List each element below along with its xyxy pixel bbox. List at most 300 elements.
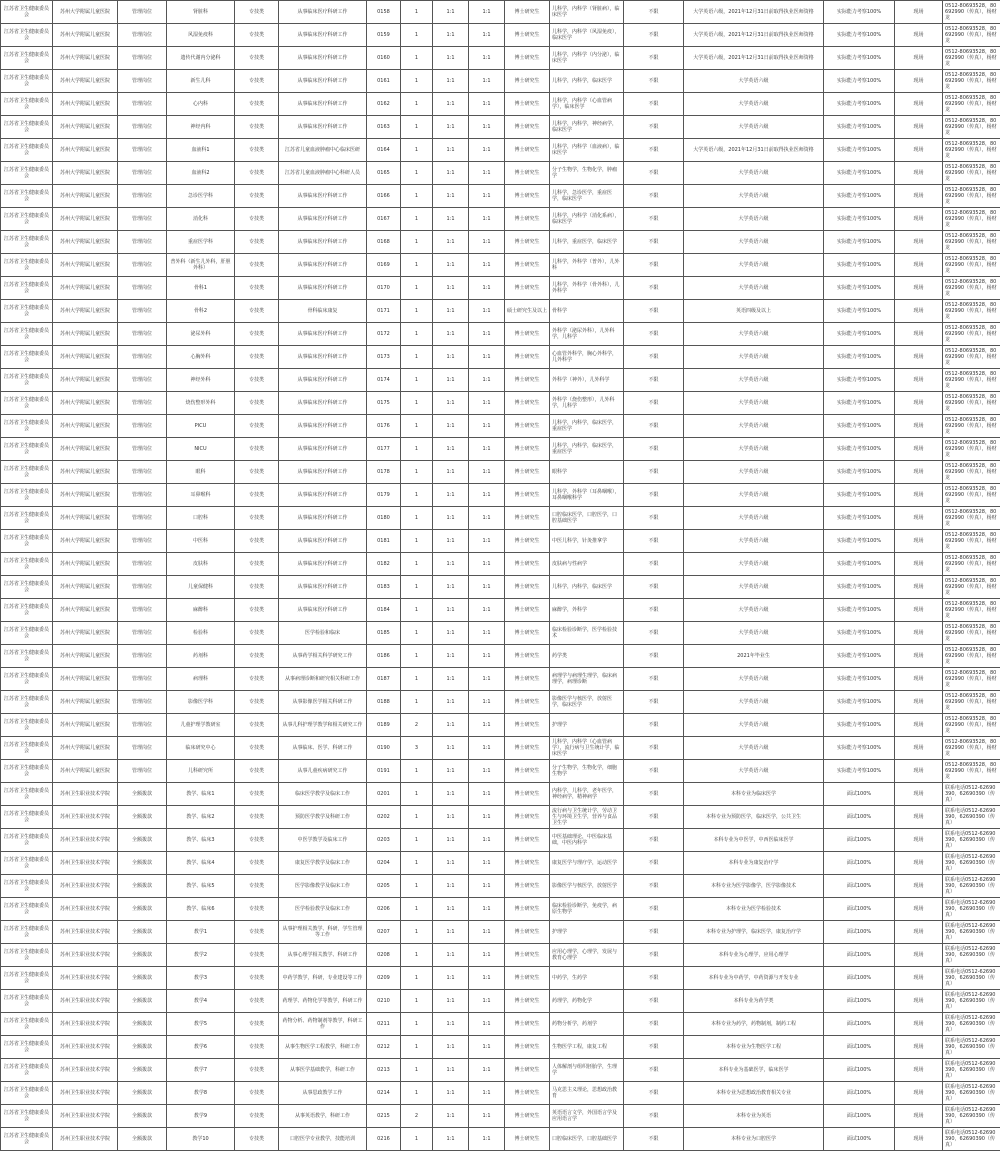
- cell-headcount: 1: [401, 576, 433, 599]
- cell-position-duties: 从事心理学相关教学、科研工作: [279, 944, 367, 967]
- cell-registration-mode: 现场: [895, 185, 943, 208]
- cell-education: 博士研究生: [505, 944, 550, 967]
- cell-position-category: 专技类: [235, 438, 279, 461]
- cell-employer: 苏州卫生职业技术学院: [53, 783, 118, 806]
- cell-notes: 本科专业为基础医学，临床医学: [684, 1059, 824, 1082]
- cell-position-duties: 从事儿科护理学教学和相关研究工作: [279, 714, 367, 737]
- cell-position-name: 消化科: [167, 208, 235, 231]
- cell-department: 江苏省卫生健康委员会: [1, 875, 53, 898]
- cell-other-requirement: 不限: [624, 668, 684, 691]
- table-row: [1, 737, 1000, 760]
- cell-other-requirement: 不限: [624, 691, 684, 714]
- cell-headcount: 1: [401, 1036, 433, 1059]
- cell-exam-ratio: 1:1: [433, 691, 469, 714]
- cell-exam-method: 实际能力考察100%: [824, 438, 895, 461]
- cell-funding-type: 全额拨款: [118, 921, 167, 944]
- cell-position-category: 专技类: [235, 484, 279, 507]
- cell-exam-method: 实际能力考察100%: [824, 392, 895, 415]
- cell-contact: 0512-80693528，80692990（传真），杨财龙: [943, 691, 1000, 714]
- cell-major: 马克思主义理论，思想政治教育: [550, 1082, 624, 1105]
- table-body: [1, 1, 1000, 1151]
- cell-interview-ratio: 1:1: [469, 415, 505, 438]
- cell-registration-mode: 现场: [895, 967, 943, 990]
- cell-registration-mode: 现场: [895, 300, 943, 323]
- cell-exam-ratio: 1:1: [433, 162, 469, 185]
- cell-education: 博士研究生: [505, 1, 550, 24]
- cell-exam-method: 实际能力考察100%: [824, 277, 895, 300]
- cell-other-requirement: 不限: [624, 47, 684, 70]
- cell-position-category: 专技类: [235, 116, 279, 139]
- cell-education: 博士研究生: [505, 645, 550, 668]
- cell-position-duties: 医学影像教学及临床工作: [279, 875, 367, 898]
- cell-other-requirement: 不限: [624, 1036, 684, 1059]
- cell-notes: 本科专业为预防医学，临床医学，公共卫生: [684, 806, 824, 829]
- cell-headcount: 2: [401, 714, 433, 737]
- cell-exam-ratio: 1:1: [433, 438, 469, 461]
- table-row: [1, 691, 1000, 714]
- cell-employer: 苏州大学附属儿童医院: [53, 277, 118, 300]
- cell-employer: 苏州大学附属儿童医院: [53, 346, 118, 369]
- cell-employer: 苏州大学附属儿童医院: [53, 645, 118, 668]
- cell-interview-ratio: 1:1: [469, 254, 505, 277]
- cell-department: 江苏省卫生健康委员会: [1, 392, 53, 415]
- cell-other-requirement: 不限: [624, 806, 684, 829]
- cell-major: 儿科学，内科学（心血管病学），流行病与卫生统计学，临床医学: [550, 737, 624, 760]
- cell-major: 中医基础理论，中医临床基础，中医内科学: [550, 829, 624, 852]
- cell-education: 博士研究生: [505, 806, 550, 829]
- cell-headcount: 1: [401, 1082, 433, 1105]
- cell-notes: 本科专业为护理学，临床医学，康复治疗学: [684, 921, 824, 944]
- cell-notes: 本科专业为中医学，中西医临床医学: [684, 829, 824, 852]
- cell-funding-type: 全额拨款: [118, 1059, 167, 1082]
- cell-major: 儿科学，内科学，临床医学，重症医学: [550, 415, 624, 438]
- cell-employer: 苏州大学附属儿童医院: [53, 1, 118, 24]
- cell-headcount: 1: [401, 484, 433, 507]
- cell-position-code: 0209: [367, 967, 401, 990]
- cell-other-requirement: 不限: [624, 162, 684, 185]
- cell-education: 博士研究生: [505, 829, 550, 852]
- cell-headcount: 1: [401, 921, 433, 944]
- cell-position-code: 0184: [367, 599, 401, 622]
- cell-position-name: 教学、临床6: [167, 898, 235, 921]
- cell-employer: 苏州大学附属儿童医院: [53, 553, 118, 576]
- cell-position-code: 0202: [367, 806, 401, 829]
- cell-funding-type: 管理岗位: [118, 254, 167, 277]
- cell-registration-mode: 现场: [895, 944, 943, 967]
- cell-major: 影像医学与核医学，放射医学，临床医学: [550, 691, 624, 714]
- cell-other-requirement: 不限: [624, 875, 684, 898]
- cell-employer: 苏州大学附属儿童医院: [53, 116, 118, 139]
- cell-education: 博士研究生: [505, 231, 550, 254]
- cell-position-name: 病理科: [167, 668, 235, 691]
- cell-funding-type: 管理岗位: [118, 300, 167, 323]
- cell-exam-method: 面试100%: [824, 990, 895, 1013]
- cell-exam-method: 面试100%: [824, 1128, 895, 1151]
- cell-major: 人体解剖与组织胚胎学，生理学: [550, 1059, 624, 1082]
- cell-employer: 苏州卫生职业技术学院: [53, 944, 118, 967]
- cell-exam-method: 实际能力考察100%: [824, 185, 895, 208]
- cell-contact: 联系电话0512-62690390，62690390（传真）: [943, 783, 1000, 806]
- cell-position-name: NICU: [167, 438, 235, 461]
- cell-position-name: 肾脏科: [167, 1, 235, 24]
- cell-major: 影像医学与核医学，放射医学: [550, 875, 624, 898]
- cell-headcount: 1: [401, 323, 433, 346]
- cell-position-duties: 从事临床医疗科研工作: [279, 231, 367, 254]
- cell-position-duties: 中医学教学及临床工作: [279, 829, 367, 852]
- cell-registration-mode: 现场: [895, 852, 943, 875]
- table-row: [1, 346, 1000, 369]
- cell-employer: 苏州大学附属儿童医院: [53, 254, 118, 277]
- table-row: [1, 875, 1000, 898]
- cell-position-name: 教学、临床1: [167, 783, 235, 806]
- table-row: [1, 1, 1000, 24]
- cell-funding-type: 管理岗位: [118, 369, 167, 392]
- cell-education: 博士研究生: [505, 438, 550, 461]
- cell-major: 中药学，生药学: [550, 967, 624, 990]
- cell-position-duties: 从事临床医疗科研工作: [279, 461, 367, 484]
- cell-position-category: 专技类: [235, 300, 279, 323]
- cell-position-name: 血液科1: [167, 139, 235, 162]
- cell-notes: 大学英语六级，2021年12月31日前取得执业医师资格: [684, 24, 824, 47]
- cell-department: 江苏省卫生健康委员会: [1, 1059, 53, 1082]
- cell-notes: 大学英语六级: [684, 93, 824, 116]
- table-row: [1, 1036, 1000, 1059]
- cell-other-requirement: 不限: [624, 93, 684, 116]
- cell-education: 博士研究生: [505, 254, 550, 277]
- cell-department: 江苏省卫生健康委员会: [1, 783, 53, 806]
- cell-registration-mode: 现场: [895, 507, 943, 530]
- cell-employer: 苏州卫生职业技术学院: [53, 1082, 118, 1105]
- cell-employer: 苏州大学附属儿童医院: [53, 323, 118, 346]
- cell-major: 儿科学，内科学（肾脏病），临床医学: [550, 1, 624, 24]
- cell-interview-ratio: 1:1: [469, 990, 505, 1013]
- cell-contact: 0512-80693528，80692990（传真），杨财龙: [943, 231, 1000, 254]
- cell-exam-method: 实际能力考察100%: [824, 300, 895, 323]
- cell-contact: 0512-80693528，80692990（传真），杨财龙: [943, 415, 1000, 438]
- cell-position-category: 专技类: [235, 139, 279, 162]
- cell-contact: 0512-80693528，80692990（传真），杨财龙: [943, 553, 1000, 576]
- cell-department: 江苏省卫生健康委员会: [1, 231, 53, 254]
- cell-other-requirement: 不限: [624, 944, 684, 967]
- cell-notes: 本科专业为思想政治教育相关专业: [684, 1082, 824, 1105]
- cell-employer: 苏州大学附属儿童医院: [53, 162, 118, 185]
- cell-employer: 苏州大学附属儿童医院: [53, 93, 118, 116]
- cell-headcount: 1: [401, 254, 433, 277]
- cell-registration-mode: 现场: [895, 1036, 943, 1059]
- cell-position-category: 专技类: [235, 231, 279, 254]
- cell-contact: 0512-80693528，80692990（传真），杨财龙: [943, 507, 1000, 530]
- cell-education: 博士研究生: [505, 1105, 550, 1128]
- cell-position-duties: 从事生物医学工程教学，科研工作: [279, 1036, 367, 1059]
- cell-registration-mode: 现场: [895, 645, 943, 668]
- cell-other-requirement: 不限: [624, 1013, 684, 1036]
- cell-department: 江苏省卫生健康委员会: [1, 277, 53, 300]
- cell-headcount: 1: [401, 415, 433, 438]
- cell-position-category: 专技类: [235, 70, 279, 93]
- cell-other-requirement: 不限: [624, 783, 684, 806]
- cell-exam-method: 面试100%: [824, 1013, 895, 1036]
- cell-department: 江苏省卫生健康委员会: [1, 691, 53, 714]
- cell-headcount: 1: [401, 346, 433, 369]
- cell-position-category: 专技类: [235, 714, 279, 737]
- cell-notes: 大学英语六级: [684, 760, 824, 783]
- cell-registration-mode: 现场: [895, 1013, 943, 1036]
- cell-funding-type: 管理岗位: [118, 737, 167, 760]
- cell-other-requirement: 不限: [624, 829, 684, 852]
- cell-major: 病理学与病理生理学，临床病理学，病理诊断: [550, 668, 624, 691]
- cell-major: 分子生物学，生物化学，细胞生物学: [550, 760, 624, 783]
- cell-contact: 0512-80693528，80692990（传真），杨财龙: [943, 116, 1000, 139]
- cell-department: 江苏省卫生健康委员会: [1, 1036, 53, 1059]
- cell-contact: 0512-80693528，80692990（传真），杨财龙: [943, 208, 1000, 231]
- cell-position-category: 专技类: [235, 944, 279, 967]
- cell-exam-ratio: 1:1: [433, 944, 469, 967]
- cell-position-name: 检验科: [167, 622, 235, 645]
- cell-position-code: 0201: [367, 783, 401, 806]
- cell-funding-type: 管理岗位: [118, 530, 167, 553]
- cell-education: 博士研究生: [505, 415, 550, 438]
- cell-major: 中医儿科学，针灸推拿学: [550, 530, 624, 553]
- cell-exam-ratio: 1:1: [433, 346, 469, 369]
- cell-registration-mode: 现场: [895, 1, 943, 24]
- cell-position-code: 0182: [367, 553, 401, 576]
- cell-position-category: 专技类: [235, 691, 279, 714]
- cell-position-duties: 从事影像医学相关科研工作: [279, 691, 367, 714]
- cell-headcount: 1: [401, 898, 433, 921]
- cell-notes: 大学英语六级: [684, 438, 824, 461]
- cell-position-name: 耳鼻喉科: [167, 484, 235, 507]
- cell-headcount: 1: [401, 231, 433, 254]
- cell-major: 外科学（泌尿外科），儿外科学，儿科学: [550, 323, 624, 346]
- cell-exam-method: 面试100%: [824, 1105, 895, 1128]
- cell-exam-ratio: 1:1: [433, 323, 469, 346]
- cell-notes: 本科专业为中药学，中药资源与开发专业: [684, 967, 824, 990]
- cell-position-category: 专技类: [235, 645, 279, 668]
- cell-position-code: 0166: [367, 185, 401, 208]
- cell-position-name: 中医科: [167, 530, 235, 553]
- cell-exam-ratio: 1:1: [433, 1128, 469, 1151]
- cell-exam-method: 实际能力考察100%: [824, 162, 895, 185]
- cell-position-duties: 从事临床医疗科研工作: [279, 438, 367, 461]
- cell-exam-ratio: 1:1: [433, 599, 469, 622]
- cell-interview-ratio: 1:1: [469, 599, 505, 622]
- cell-contact: 0512-80693528，80692990（传真），杨财龙: [943, 323, 1000, 346]
- cell-position-category: 专技类: [235, 783, 279, 806]
- cell-employer: 苏州卫生职业技术学院: [53, 1036, 118, 1059]
- table-row: [1, 507, 1000, 530]
- cell-headcount: 1: [401, 783, 433, 806]
- cell-position-code: 0216: [367, 1128, 401, 1151]
- cell-exam-method: 实际能力考察100%: [824, 507, 895, 530]
- cell-other-requirement: 不限: [624, 231, 684, 254]
- cell-position-code: 0191: [367, 760, 401, 783]
- cell-registration-mode: 现场: [895, 438, 943, 461]
- cell-position-duties: 从事临床医疗科研工作: [279, 415, 367, 438]
- table-row: [1, 300, 1000, 323]
- cell-contact: 0512-80693528，80692990（传真），杨财龙: [943, 599, 1000, 622]
- cell-education: 博士研究生: [505, 1036, 550, 1059]
- cell-other-requirement: 不限: [624, 714, 684, 737]
- cell-department: 江苏省卫生健康委员会: [1, 70, 53, 93]
- cell-contact: 联系电话0512-62690390，62690390（传真）: [943, 1059, 1000, 1082]
- cell-exam-method: 实际能力考察100%: [824, 208, 895, 231]
- cell-exam-method: 实际能力考察100%: [824, 1, 895, 24]
- cell-other-requirement: 不限: [624, 1105, 684, 1128]
- cell-headcount: 1: [401, 116, 433, 139]
- cell-major: 内科学，儿科学，老年医学，神经病学，精神病学: [550, 783, 624, 806]
- cell-education: 博士研究生: [505, 760, 550, 783]
- cell-exam-method: 实际能力考察100%: [824, 691, 895, 714]
- cell-position-code: 0173: [367, 346, 401, 369]
- cell-headcount: 1: [401, 944, 433, 967]
- cell-position-code: 0167: [367, 208, 401, 231]
- table-row: [1, 622, 1000, 645]
- cell-interview-ratio: 1:1: [469, 530, 505, 553]
- cell-position-category: 专技类: [235, 208, 279, 231]
- cell-interview-ratio: 1:1: [469, 1036, 505, 1059]
- cell-major: 药物分析学，药剂学: [550, 1013, 624, 1036]
- cell-education: 博士研究生: [505, 576, 550, 599]
- cell-funding-type: 管理岗位: [118, 1, 167, 24]
- cell-other-requirement: 不限: [624, 323, 684, 346]
- cell-position-name: 教学4: [167, 990, 235, 1013]
- cell-other-requirement: 不限: [624, 300, 684, 323]
- cell-exam-ratio: 1:1: [433, 24, 469, 47]
- cell-employer: 苏州大学附属儿童医院: [53, 231, 118, 254]
- cell-contact: 0512-80693528，80692990（传真），杨财龙: [943, 277, 1000, 300]
- cell-position-code: 0190: [367, 737, 401, 760]
- cell-headcount: 1: [401, 875, 433, 898]
- cell-position-code: 0205: [367, 875, 401, 898]
- cell-exam-ratio: 1:1: [433, 461, 469, 484]
- cell-other-requirement: 不限: [624, 415, 684, 438]
- cell-exam-ratio: 1:1: [433, 369, 469, 392]
- cell-department: 江苏省卫生健康委员会: [1, 438, 53, 461]
- cell-department: 江苏省卫生健康委员会: [1, 116, 53, 139]
- table-row: [1, 231, 1000, 254]
- cell-exam-method: 实际能力考察100%: [824, 346, 895, 369]
- cell-position-duties: 骨科临床康复: [279, 300, 367, 323]
- cell-position-code: 0178: [367, 461, 401, 484]
- cell-position-code: 0171: [367, 300, 401, 323]
- cell-department: 江苏省卫生健康委员会: [1, 990, 53, 1013]
- cell-interview-ratio: 1:1: [469, 1059, 505, 1082]
- cell-registration-mode: 现场: [895, 898, 943, 921]
- cell-education: 博士研究生: [505, 162, 550, 185]
- cell-position-duties: 药理学、药物化学等教学，科研工作: [279, 990, 367, 1013]
- cell-registration-mode: 现场: [895, 1105, 943, 1128]
- cell-interview-ratio: 1:1: [469, 1128, 505, 1151]
- cell-position-code: 0158: [367, 1, 401, 24]
- cell-notes: 本科专业为心理学，应用心理学: [684, 944, 824, 967]
- cell-contact: 0512-80693528，80692990（传真），杨财龙: [943, 300, 1000, 323]
- cell-position-name: 教学3: [167, 967, 235, 990]
- cell-employer: 苏州大学附属儿童医院: [53, 415, 118, 438]
- cell-notes: 大学英语六级，2021年12月31日前取得执业医师资格: [684, 1, 824, 24]
- table-row: [1, 415, 1000, 438]
- cell-education: 博士研究生: [505, 1128, 550, 1151]
- cell-funding-type: 管理岗位: [118, 576, 167, 599]
- cell-funding-type: 全额拨款: [118, 783, 167, 806]
- cell-position-category: 专技类: [235, 507, 279, 530]
- cell-employer: 苏州卫生职业技术学院: [53, 967, 118, 990]
- cell-employer: 苏州卫生职业技术学院: [53, 1128, 118, 1151]
- cell-exam-ratio: 1:1: [433, 1036, 469, 1059]
- cell-contact: 0512-80693528，80692990（传真），杨财龙: [943, 622, 1000, 645]
- cell-exam-method: 面试100%: [824, 806, 895, 829]
- cell-exam-method: 实际能力考察100%: [824, 139, 895, 162]
- cell-notes: 大学英语六级: [684, 369, 824, 392]
- cell-exam-ratio: 1:1: [433, 806, 469, 829]
- cell-position-duties: 医学检验教学及临床工作: [279, 898, 367, 921]
- cell-department: 江苏省卫生健康委员会: [1, 461, 53, 484]
- cell-contact: 0512-80693528，80692990（传真），杨财龙: [943, 24, 1000, 47]
- cell-funding-type: 管理岗位: [118, 24, 167, 47]
- cell-department: 江苏省卫生健康委员会: [1, 852, 53, 875]
- cell-interview-ratio: 1:1: [469, 1013, 505, 1036]
- cell-notes: 大学英语六级: [684, 231, 824, 254]
- cell-exam-ratio: 1:1: [433, 714, 469, 737]
- cell-exam-method: 面试100%: [824, 1059, 895, 1082]
- cell-notes: 大学英语六级: [684, 737, 824, 760]
- cell-funding-type: 全额拨款: [118, 967, 167, 990]
- cell-position-name: 教学、临床3: [167, 829, 235, 852]
- cell-exam-method: 面试100%: [824, 898, 895, 921]
- cell-position-duties: 药物分析、药物制剂等教学，科研工作: [279, 1013, 367, 1036]
- cell-exam-ratio: 1:1: [433, 208, 469, 231]
- table-row: [1, 139, 1000, 162]
- table-row: [1, 599, 1000, 622]
- cell-position-code: 0189: [367, 714, 401, 737]
- cell-department: 江苏省卫生健康委员会: [1, 714, 53, 737]
- cell-funding-type: 全额拨款: [118, 1036, 167, 1059]
- cell-position-name: 教学2: [167, 944, 235, 967]
- cell-headcount: 1: [401, 852, 433, 875]
- cell-contact: 联系电话0512-62690390，62690390（传真）: [943, 944, 1000, 967]
- cell-education: 博士研究生: [505, 277, 550, 300]
- cell-employer: 苏州大学附属儿童医院: [53, 760, 118, 783]
- cell-major: 儿科学，内科学（风湿免疫），临床医学: [550, 24, 624, 47]
- cell-other-requirement: 不限: [624, 346, 684, 369]
- cell-registration-mode: 现场: [895, 47, 943, 70]
- cell-major: 临床检验诊断学，医学检验技术: [550, 622, 624, 645]
- cell-other-requirement: 不限: [624, 622, 684, 645]
- cell-position-category: 专技类: [235, 346, 279, 369]
- cell-position-name: 口腔科: [167, 507, 235, 530]
- table-row: [1, 921, 1000, 944]
- cell-education: 博士研究生: [505, 852, 550, 875]
- cell-position-duties: 从事临床医疗科研工作: [279, 1, 367, 24]
- cell-education: 博士研究生: [505, 392, 550, 415]
- cell-position-code: 0176: [367, 415, 401, 438]
- cell-exam-method: 实际能力考察100%: [824, 93, 895, 116]
- cell-position-category: 专技类: [235, 668, 279, 691]
- cell-notes: 本科专业为康复治疗学: [684, 852, 824, 875]
- cell-position-name: 教学1: [167, 921, 235, 944]
- cell-funding-type: 管理岗位: [118, 438, 167, 461]
- cell-headcount: 1: [401, 1, 433, 24]
- cell-major: 麻醉学，外科学: [550, 599, 624, 622]
- cell-exam-ratio: 1:1: [433, 1105, 469, 1128]
- cell-contact: 0512-80693528，80692990（传真），杨财龙: [943, 185, 1000, 208]
- table-row: [1, 1082, 1000, 1105]
- cell-contact: 联系电话0512-62690390，62690390（传真）: [943, 875, 1000, 898]
- cell-exam-ratio: 1:1: [433, 507, 469, 530]
- cell-interview-ratio: 1:1: [469, 898, 505, 921]
- cell-funding-type: 管理岗位: [118, 668, 167, 691]
- cell-employer: 苏州卫生职业技术学院: [53, 1059, 118, 1082]
- table-row: [1, 553, 1000, 576]
